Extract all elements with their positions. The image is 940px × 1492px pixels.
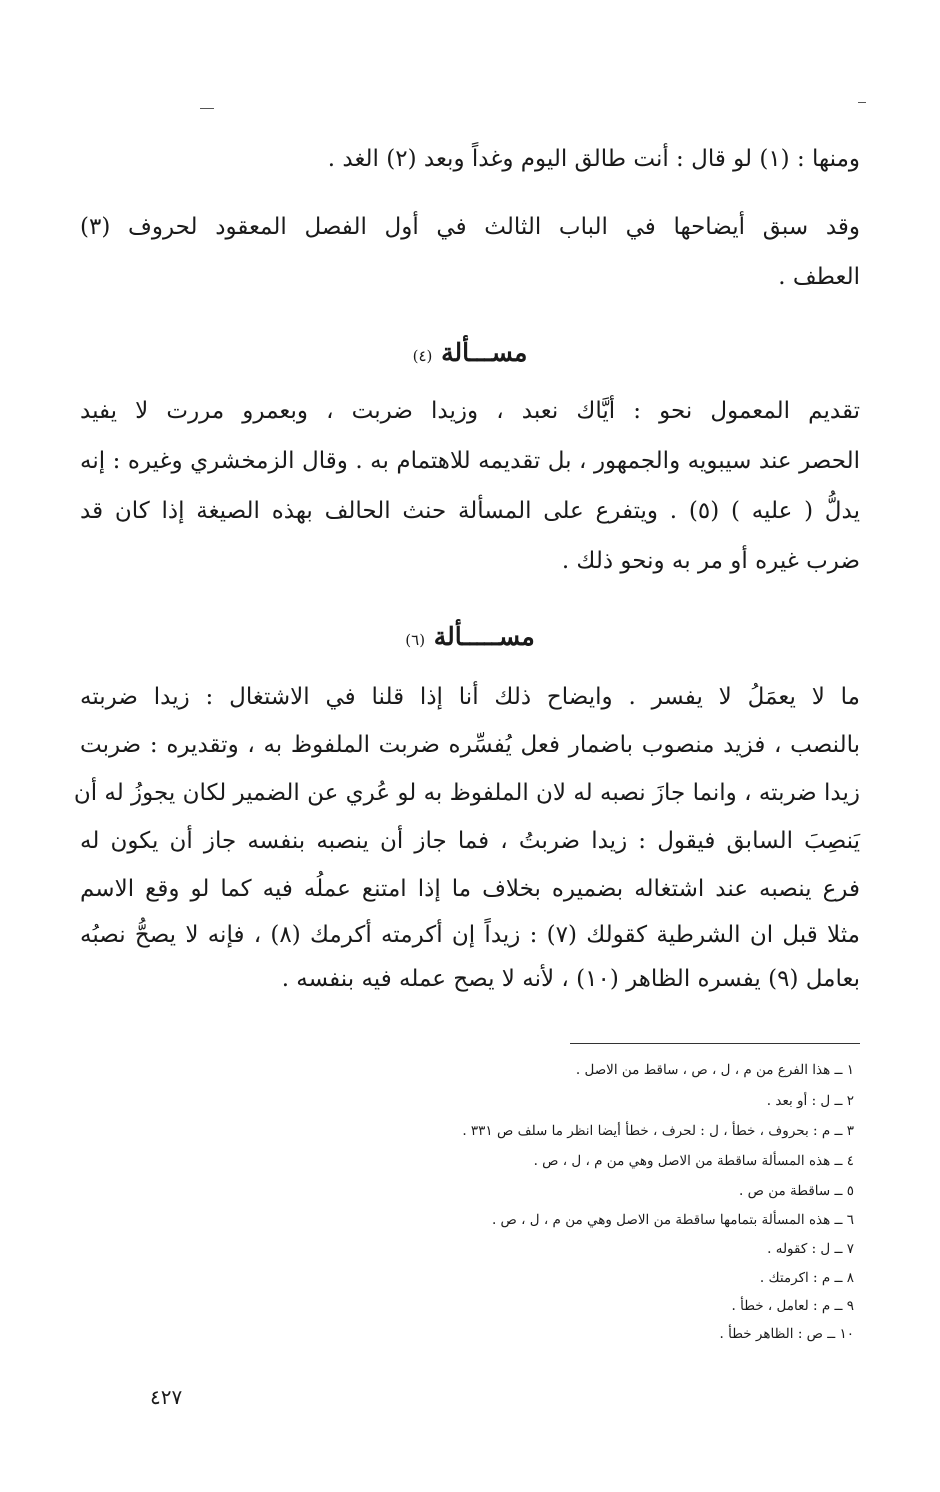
- footnote: ١ ــ هذا الفرع من م ، ل ، ص ، ساقط من الاصل .: [575, 1062, 854, 1078]
- scan-mark: [200, 108, 214, 109]
- paragraph-line: مثلا قبل ان الشرطية كقولك (٧) : زيداً إن أكرمته أكرمك (٨) ، فإنه لا يصحُّ نصبُه: [80, 922, 860, 948]
- footnote: ٣ ــ م : بحروف ، خطأ ، ل : لحرف ، خطأ أيضا انظر ما سلف ص ٣٣١ .: [462, 1123, 854, 1139]
- paragraph-line: يدلُّ ( عليه ) (٥) . ويتفرع على المسألة حنث الحالف بهذه الصيغة إذا كان قد: [80, 498, 860, 524]
- paragraph-line: بالنصب ، فزيد منصوب باضمار فعل يُفسِّره ضربت الملفوظ به ، وتقديره : ضربت: [80, 732, 860, 758]
- paragraph-line: بعامل (٩) يفسره الظاهر (١٠) ، لأنه لا يصح عمله فيه بنفسه .: [281, 966, 860, 992]
- section-heading-ref: (٤): [412, 347, 433, 365]
- footnote: ٦ ــ هذه المسألة بتمامها ساقطة من الاصل وهي من م ، ل ، ص .: [491, 1212, 854, 1228]
- section-heading: [0, 622, 940, 652]
- paragraph-line: وقد سبق أيضاحها في الباب الثالث في أول الفصل المعقود لحروف (٣): [80, 214, 860, 240]
- footnote-divider: [570, 1043, 860, 1044]
- paragraph-line: ومنها : (١) لو قال : أنت طالق اليوم وغداً وبعد (٢) الغد .: [327, 146, 860, 172]
- paragraph-line: فرع ينصبه عند اشتغاله بضميره بخلاف ما إذا امتنع عملُه فيه كما لو وقع الاسم: [80, 876, 860, 902]
- page-number: ٤٢٧: [150, 1385, 183, 1409]
- paragraph-line: ضرب غيره أو مر به ونحو ذلك .: [561, 548, 860, 574]
- section-heading-ref: (٦): [405, 631, 426, 649]
- paragraph-line: الحصر عند سيبويه والجمهور ، بل تقديمه للاهتمام به . وقال الزمخشري وغيره : إنه: [80, 448, 860, 474]
- footnote: ٨ ــ م : اكرمتك .: [759, 1270, 854, 1286]
- scan-mark: [858, 102, 866, 103]
- paragraph-line: ما لا يعمَلُ لا يفسر . وايضاح ذلك أنا إذا قلنا في الاشتغال : زيدا ضربته: [80, 684, 860, 710]
- section-heading: [0, 338, 940, 368]
- footnote: ٥ ــ ساقطة من ص .: [739, 1183, 854, 1199]
- paragraph-line: العطف .: [778, 264, 860, 290]
- footnote: ٢ ــ ل : أو بعد .: [766, 1093, 854, 1109]
- footnote: ٩ ــ م : لعامل ، خطأ .: [731, 1298, 854, 1314]
- section-heading-title: مســـــألة: [433, 622, 535, 651]
- paragraph-line: يَنصِبَ السابق فيقول : زيدا ضربتُ ، فما جاز أن ينصبه بنفسه جاز أن يكون له: [80, 828, 860, 854]
- section-heading-title: مســـألة: [441, 338, 528, 367]
- paragraph-line: زيدا ضربته ، وانما جازَ نصبه له لان الملفوظ به لو عُري عن الضمير لكان يجوزُ له أن: [73, 780, 860, 806]
- paragraph-line: تقديم المعمول نحو : أيَّاك نعبد ، وزيدا ضربت ، وبعمرو مررت لا يفيد: [80, 398, 860, 424]
- footnote: ٤ ــ هذه المسألة ساقطة من الاصل وهي من م ، ل ، ص .: [533, 1153, 854, 1169]
- footnote: ٧ ــ ل : كقوله .: [767, 1241, 854, 1257]
- footnote: ١٠ ــ ص : الظاهر خطأ .: [719, 1326, 854, 1342]
